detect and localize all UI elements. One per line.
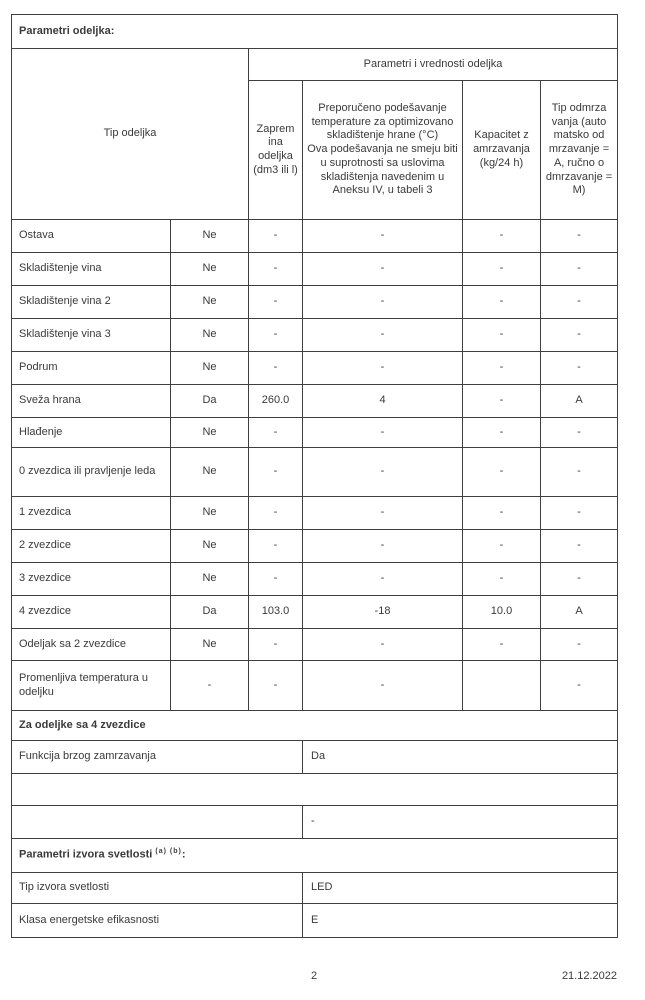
cell-capacity: - xyxy=(463,497,541,530)
empty-cell xyxy=(12,774,618,806)
cell-volume: 260.0 xyxy=(249,385,303,418)
cell-capacity: - xyxy=(463,418,541,448)
cell-present: Ne xyxy=(171,220,249,253)
table-row xyxy=(12,220,618,253)
footer-date: 21.12.2022 xyxy=(561,970,617,982)
cell-volume: - xyxy=(249,629,303,661)
compartment-name: 3 zvezdice xyxy=(12,563,171,596)
dash-value-cell: - xyxy=(303,806,618,839)
cell-capacity: - xyxy=(463,530,541,563)
cell-present: Ne xyxy=(171,286,249,319)
column-header-temperature-line2: Ova podešavanja ne smeju biti u suprotnosti sa uslovima skladištenja navedenim u Aneksu IV, u tabeli 3 xyxy=(307,143,458,197)
table-row xyxy=(12,530,618,563)
compartment-name: Skladištenje vina 3 xyxy=(12,319,171,352)
cell-temperature: - xyxy=(303,448,463,497)
four-star-section-header: Za odeljke sa 4 zvezdice xyxy=(12,711,618,741)
table-row xyxy=(12,286,618,319)
cell-temperature: -18 xyxy=(303,596,463,629)
cell-volume: - xyxy=(249,286,303,319)
table-row xyxy=(12,661,618,711)
cell-temperature: - xyxy=(303,629,463,661)
table-row xyxy=(12,904,618,938)
table-row xyxy=(12,563,618,596)
compartment-name: Promenljiva temperatura u odeljku xyxy=(12,661,171,711)
energy-class-value: E xyxy=(303,904,618,938)
cell-capacity: - xyxy=(463,319,541,352)
cell-capacity: - xyxy=(463,448,541,497)
cell-defrost: - xyxy=(541,352,618,385)
table-title: Parametri odeljka: xyxy=(12,15,618,49)
table-row xyxy=(12,385,618,418)
compartment-name: Hlađenje xyxy=(12,418,171,448)
compartment-name: 2 zvezdice xyxy=(12,530,171,563)
cell-present: Ne xyxy=(171,448,249,497)
cell-present: Da xyxy=(171,596,249,629)
fast-freeze-value: Da xyxy=(303,741,618,774)
cell-present: Ne xyxy=(171,418,249,448)
cell-capacity: - xyxy=(463,352,541,385)
section-header-row xyxy=(12,839,618,873)
compartment-name: Sveža hrana xyxy=(12,385,171,418)
cell-volume: - xyxy=(249,319,303,352)
cell-defrost: - xyxy=(541,418,618,448)
table-row xyxy=(12,448,618,497)
compartment-name: 0 zvezdica ili pravljenje leda xyxy=(12,448,171,497)
cell-defrost: A xyxy=(541,385,618,418)
column-header-defrost-type: Tip odmrza vanja (auto matsko od mrzavanje = A, ručno o dmrzavanje = M) xyxy=(541,81,618,220)
cell-present: Ne xyxy=(171,530,249,563)
column-header-compartment-type: Tip odeljka xyxy=(12,49,249,220)
table-row xyxy=(12,418,618,448)
energy-class-label: Klasa energetske efikasnosti xyxy=(12,904,303,938)
cell-temperature: - xyxy=(303,661,463,711)
cell-capacity: - xyxy=(463,253,541,286)
light-source-header-text: Parametri izvora svetlosti xyxy=(19,848,153,861)
cell-capacity: - xyxy=(463,563,541,596)
cell-present: Ne xyxy=(171,629,249,661)
column-header-temperature-line1: Preporučeno podešavanje temperature za optimizovano skladištenje hrane (°C) xyxy=(311,101,454,142)
cell-temperature: - xyxy=(303,253,463,286)
cell-defrost: - xyxy=(541,530,618,563)
compartment-name: Ostava xyxy=(12,220,171,253)
cell-defrost: A xyxy=(541,596,618,629)
light-source-type-value: LED xyxy=(303,873,618,904)
cell-capacity: - xyxy=(463,220,541,253)
page-number: 2 xyxy=(310,970,318,982)
cell-volume: - xyxy=(249,418,303,448)
group-header-row xyxy=(12,49,618,81)
cell-defrost: - xyxy=(541,220,618,253)
cell-defrost: - xyxy=(541,629,618,661)
cell-present: Ne xyxy=(171,352,249,385)
cell-capacity xyxy=(463,661,541,711)
table-row xyxy=(12,319,618,352)
empty-row xyxy=(12,774,618,806)
cell-present: Da xyxy=(171,385,249,418)
fast-freeze-label: Funkcija brzog zamrzavanja xyxy=(12,741,303,774)
table-row xyxy=(12,741,618,774)
table-row xyxy=(12,806,618,839)
cell-capacity: - xyxy=(463,629,541,661)
cell-present: Ne xyxy=(171,253,249,286)
compartment-name: Odeljak sa 2 zvezdice xyxy=(12,629,171,661)
cell-present: - xyxy=(171,661,249,711)
cell-defrost: - xyxy=(541,661,618,711)
column-header-volume: Zaprem ina odeljka (dm3 ili l) xyxy=(249,81,303,220)
cell-temperature: - xyxy=(303,418,463,448)
cell-capacity: 10.0 xyxy=(463,596,541,629)
cell-defrost: - xyxy=(541,253,618,286)
cell-temperature: - xyxy=(303,563,463,596)
cell-temperature: - xyxy=(303,352,463,385)
table-row xyxy=(12,629,618,661)
cell-present: Ne xyxy=(171,319,249,352)
cell-present: Ne xyxy=(171,563,249,596)
cell-defrost: - xyxy=(541,319,618,352)
compartment-name: 4 zvezdice xyxy=(12,596,171,629)
cell-temperature: - xyxy=(303,530,463,563)
cell-defrost: - xyxy=(541,286,618,319)
cell-capacity: - xyxy=(463,286,541,319)
cell-volume: 103.0 xyxy=(249,596,303,629)
cell-defrost: - xyxy=(541,448,618,497)
column-header-temperature xyxy=(303,81,463,220)
light-source-header-footnotes: (a) (b) xyxy=(155,848,182,856)
light-source-section-header xyxy=(12,839,618,873)
cell-volume: - xyxy=(249,448,303,497)
compartment-name: 1 zvezdica xyxy=(12,497,171,530)
table-row xyxy=(12,497,618,530)
cell-volume: - xyxy=(249,497,303,530)
light-source-header-colon: : xyxy=(181,848,186,861)
cell-temperature: - xyxy=(303,497,463,530)
cell-volume: - xyxy=(249,253,303,286)
cell-present: Ne xyxy=(171,497,249,530)
cell-temperature: - xyxy=(303,319,463,352)
empty-label-cell xyxy=(12,806,303,839)
table-title-row xyxy=(12,15,618,49)
compartment-name: Podrum xyxy=(12,352,171,385)
compartment-name: Skladištenje vina 2 xyxy=(12,286,171,319)
cell-temperature: 4 xyxy=(303,385,463,418)
table-row xyxy=(12,352,618,385)
cell-temperature: - xyxy=(303,220,463,253)
light-source-type-label: Tip izvora svetlosti xyxy=(12,873,303,904)
group-header: Parametri i vrednosti odeljka xyxy=(249,49,618,81)
table-row xyxy=(12,873,618,904)
cell-volume: - xyxy=(249,563,303,596)
cell-defrost: - xyxy=(541,563,618,596)
cell-volume: - xyxy=(249,220,303,253)
cell-volume: - xyxy=(249,661,303,711)
cell-volume: - xyxy=(249,352,303,385)
table-row xyxy=(12,596,618,629)
table-row xyxy=(12,253,618,286)
cell-volume: - xyxy=(249,530,303,563)
compartment-name: Skladištenje vina xyxy=(12,253,171,286)
section-header-row xyxy=(12,711,618,741)
cell-defrost: - xyxy=(541,497,618,530)
compartment-parameters-table xyxy=(11,14,618,938)
column-header-capacity: Kapacitet z amrzavanja (kg/24 h) xyxy=(463,81,541,220)
cell-capacity: - xyxy=(463,385,541,418)
cell-temperature: - xyxy=(303,286,463,319)
